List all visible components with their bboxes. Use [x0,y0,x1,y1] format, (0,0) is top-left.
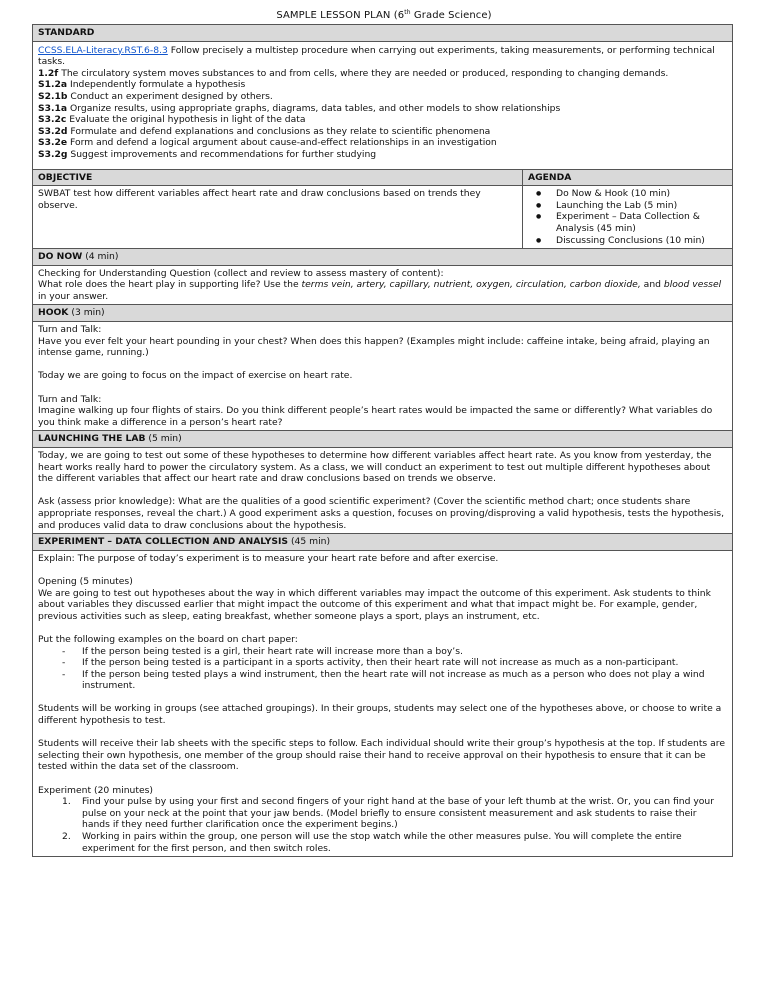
title-rest: Grade Science) [410,10,492,21]
experiment-step: 1. Find your pulse by using your first and second fingers of your right hand at the base of your left thumb at the wrist. Or, you can find your pulse on your neck at the point that your jaw bends. (Model briefly to ensure consistent measurement and ask students to raise their hands if they need further clarification once the experiment begins.) [62,796,715,831]
standard-item: S2.1b Conduct an experiment designed by others. [38,90,273,102]
objective-header: OBJECTIVE [33,169,523,186]
hook-turn-talk-label: Turn and Talk: [38,393,102,405]
standard-item: S1.2a Independently formulate a hypothesis [38,79,246,91]
hook-focus: Today we are going to focus on the impact of exercise on heart rate. [38,370,353,382]
agenda-header: AGENDA [523,169,733,186]
hypothesis-examples [38,646,727,692]
hook-question: Have you ever felt your heart pounding in your chest? When does this happen? (Examples might include: caffeine intake, being afraid, playing an intense game, running.) [38,335,710,359]
agenda-item: ● Discussing Conclusions (10 min) [536,235,727,247]
experiment-body [33,550,733,856]
standard-item: S3.2c Evaluate the original hypothesis in light of the data [38,114,306,126]
agenda-list [528,188,727,246]
experiment-step: 2. Working in pairs within the group, one person will use the stop watch while the other measures pulse. You will complete the entire experiment for the first person, and then switch roles. [62,831,682,854]
agenda-item: ● Launching the Lab (5 min) [536,200,727,212]
launch-paragraph: Today, we are going to test out some of these hypotheses to determine how different variables affect heart rate. As you know from yesterday, the heart works really hard to power the circulatory system. As a class, we will conduct an experiment to test out multiple different hypotheses about the different variables that affect our heart rate and draw conclusions based on trends we observe. [38,450,712,485]
agenda-item: ● Experiment – Data Collection & Analysis (45 min) [536,211,727,234]
groups-text: Students will be working in groups (see attached groupings). In their groups, students may select one of the hypotheses above, or choose to write a different hypothesis to test. [38,703,722,727]
document-title [0,9,768,23]
hypothesis-example: - If the person being tested plays a wind instrument, then the heart rate will not increase as much as a person who does not play a wind instrument. [62,668,705,692]
ccss-standard-text: Follow precisely a multistep procedure when carrying out experiments, taking measurements, or performing technical tasks. [38,44,715,68]
lab-sheets-text: Students will receive their lab sheets with the specific steps to follow. Each individual should write their group’s hypothesis at the top. If students are selecting their own hypothesis, one member of the group should raise their hand to receive approval on their hypothesis to ensure that it can be tested within the data set of the classroom. [38,738,725,773]
launch-header: LAUNCHING THE LAB (5 min) [33,431,733,448]
standard-body [33,41,733,169]
do-now-question: What role does the heart play in supporting life? Use the terms vein, artery, capillary, nutrient, oxygen, circulation, carbon dioxide, and blood vessel in your answer. [38,279,722,302]
hypothesis-example: - If the person being tested is a participant in a sports activity, then their heart rate will not increase as much as a non-participant. [62,657,679,669]
objective-text: SWBAT test how different variables affect heart rate and draw conclusions based on trends they observe. [33,186,523,249]
lesson-plan-table [32,24,733,857]
title-superscript: th [404,9,411,16]
experiment-steps [38,796,727,854]
do-now-body [33,265,733,305]
experiment-label: Experiment (20 minutes) [38,784,153,796]
launch-paragraph: Ask (assess prior knowledge): What are the qualities of a good scientific experiment? (Cover the scientific method chart; once students share appropriate responses, reveal the chart.) A good experiment asks a question, focuses on proving/disproving a valid hypothesis, tests the hypothesis, and produces valid data to draw conclusions about the hypothesis. [38,496,724,531]
examples-label: Put the following examples on the board on chart paper: [38,633,298,645]
experiment-explain: Explain: The purpose of today’s experiment is to measure your heart rate before and after exercise. [38,552,499,564]
standard-item: S3.2d Formulate and defend explanations and conclusions as they relate to scientific phenomena [38,125,491,137]
hook-question: Imagine walking up four flights of stairs. Do you think different people’s heart rates would be impacted the same or differently? What variables do you think make a difference in a person’s heart rate? [38,405,713,428]
hypothesis-example: - If the person being tested is a girl, their heart rate will increase more than a boy’s. [62,645,463,657]
standard-item: S3.2g Suggest improvements and recommendations for further studying [38,148,377,160]
agenda-item: ● Do Now & Hook (10 min) [536,188,727,200]
hook-header: HOOK (3 min) [33,305,733,322]
opening-label: Opening (5 minutes) [38,575,133,587]
opening-text: We are going to test out hypotheses about the way in which different variables may impact the outcome of this experiment. Ask students to think about variables they discussed earlier that might impact the outcome of this experiment and what that impact might be. For example, gender, previous activities such as sleep, eating breakfast, whether someone plays a sport, plays an instrument, etc. [38,587,711,622]
standard-header: STANDARD [33,25,733,42]
hook-turn-talk-label: Turn and Talk: [38,324,102,336]
standard-item: S3.1a Organize results, using appropriate graphs, diagrams, data tables, and other models to show relationships [38,102,561,114]
agenda-cell [523,186,733,249]
hook-body [33,322,733,431]
launch-body [33,448,733,534]
experiment-header: EXPERIMENT – DATA COLLECTION AND ANALYSIS (45 min) [33,534,733,551]
ccss-standard-link[interactable]: CCSS.ELA-Literacy.RST.6-8.3 [38,44,168,56]
standard-item: S3.2e Form and defend a logical argument about cause-and-effect relationships in an investigation [38,137,497,149]
title-main: SAMPLE LESSON PLAN (6 [276,10,405,21]
do-now-header: DO NOW (4 min) [33,249,733,266]
do-now-question-intro: Checking for Understanding Question (collect and review to assess mastery of content): [38,267,444,279]
standard-item: 1.2f The circulatory system moves substances to and from cells, where they are needed or produced, responding to changing demands. [38,67,669,79]
